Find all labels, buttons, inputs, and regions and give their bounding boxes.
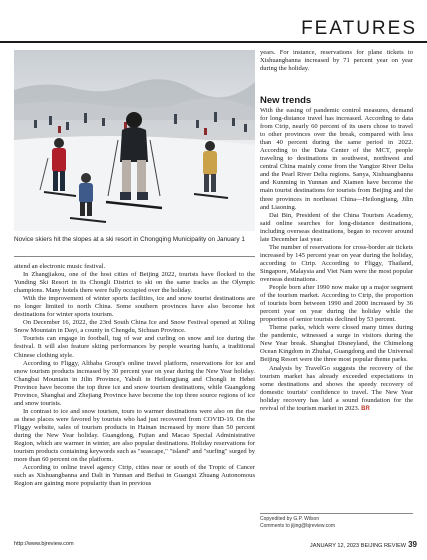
footer-issue xyxy=(310,540,417,549)
paragraph: years. For instance, reservations for plane tickets to Xishuangbanna increased by 71 percent year on year during the holiday. xyxy=(260,49,413,73)
paragraph: The number of reservations for cross-border air tickets increased by 145 percent year on year during the holiday, according to Ctrip. According to Fliggy, Thailand, Singapore, Malaysia and Viet Nam were the most popular overseas destinations. xyxy=(260,243,413,283)
right-column xyxy=(260,107,413,413)
article-photo xyxy=(14,50,255,231)
paragraph: Tourists can engage in football, tug of war and curling on snow and ice during the festival. It will also feature skiing performances by people wearing hanfu, a traditional Chinese clothing style. xyxy=(14,335,255,359)
left-column xyxy=(14,263,255,488)
section-title: FEATURES xyxy=(301,18,417,39)
subheading: New trends xyxy=(260,95,312,106)
page-number: 39 xyxy=(408,540,417,549)
paragraph: With the improvement of winter sports facilities, ice and snow tourist destinations are no longer limited to north China. Some southern provinces have also become hot destinations for winter sports tourism. xyxy=(14,295,255,319)
paragraph: attend an electronic music festival. xyxy=(14,263,106,270)
credit-divider xyxy=(260,513,413,514)
paragraph: With the easing of pandemic control measures, demand for long-distance travel has increased. According to data from Ctrip, nearly 60 percent of its users chose to travel to other provinces over the break, compared with less than 40 percent during the same period in 2022. According to the Data Center of the MCT, people traveling to destinations in southwest, northwest and central China mainly come from the Yangtze River Delta and the Pearl River Delta regions. Sanya, Xishuangbanna and Kunming in Yunnan and Xiamen have become the main tourist destinations for tourists from Beijing and the three provinces in northeast China—Heilongjiang, Jilin and Liaoning. xyxy=(260,107,413,211)
credit-block xyxy=(260,516,413,529)
caption-divider xyxy=(14,256,255,257)
right-column-top xyxy=(260,49,413,73)
end-mark: BR xyxy=(361,405,370,412)
paragraph: Theme parks, which were closed many times during the pandemic, witnessed a surge in visitors during the New Year break. Shanghai Disneyland, the Chimelong Ocean Kingdom in Zhuhai, Guangdong and the Universal Beijing Resort were the three most popular theme parks. xyxy=(260,324,413,364)
paragraph: People born after 1990 now make up a major segment of the tourism market. According to Ctrip, the proportion of tourists born between 1990 and 2000 increased by 36 percent year on year during the holiday while the proportion of senior tourists declined by 53 percent. xyxy=(260,284,413,324)
comments-contact: Comments to jijing@bjreview.com xyxy=(260,522,336,529)
paragraph: According to Fliggy, Alibaba Group's online travel platform, reservations for ice and snow tourism products increased by 30 percent year on year during the New Year holiday. Changbai Mountain in Jilin Province, Yabuli in Heilongjiang and Chongli in Hebei Province have become the top three ice and snow tourism destinations, while Guangdong Province, Shanghai and Zhejiang Province have become the top three source regions of ice and snow tourists. xyxy=(14,359,255,407)
footer-issue-text: JANUARY 12, 2023 BEIJING REVIEW xyxy=(309,543,407,549)
paragraph: In contrast to ice and snow tourism, tours to warmer destinations were also on the rise as these places were favored by tourists who had just recovered from COVID-19. On the Fliggy website, sales of tourism products in Hainan increased by more than 50 percent during the New Year holiday. Guangdong, Fujian and Macao Special Administrative Region, which are warmer in winter, are also popular destinations. Holiday reservations for tourism products containing keywords such as "seascape," "island" and "surfing" surged by more than 60 percent on the platform. xyxy=(14,407,255,464)
photo-caption: Novice skiers hit the slopes at a ski resort in Chongqing Municipality on January 1 xyxy=(14,236,245,243)
paragraph: In Zhangjiakou, one of the host cities of Beijing 2022, tourists have flocked to the Yunding Ski Resort in its Chongli District to ski on the same tracks as the Olympic champions. Many hotels there were fully occupied over the holiday. xyxy=(14,271,255,295)
paragraph: Dai Bin, President of the China Tourism Academy, said online searches for long-distance destinations, including overseas destinations, began to recover around late December last year. xyxy=(260,211,413,243)
paragraph: On December 16, 2022, the 23rd South China Ice and Snow Festival opened at Xiling Snow Mountain in Dayi, a county in Chengdu, Sichuan Province. xyxy=(14,319,255,335)
section-header xyxy=(0,0,427,44)
paragraph: According to online travel agency Ctrip, cities near or south of the Tropic of Cancer such as Xishuangbanna and Dali in Yunnan and Beihai in Guangxi Zhuang Autonomous Region are gaining more popularity than in previous xyxy=(14,464,255,488)
last-paragraph xyxy=(260,365,413,413)
paragraph-text: Analysis by TravelGo suggests the recovery of the tourism market has already exceeded expectations in some destinations and shows the speedy recovery of domestic tourists' confidence to travel. The New Year holiday recovery has laid a sound foundation for the revival of the tourism market in 2023. xyxy=(260,364,413,412)
section-rule xyxy=(0,41,427,43)
footer-url[interactable]: http://www.bjreview.com xyxy=(14,541,74,547)
copyedit-credit: Copyedited by G.P. Wilson xyxy=(260,516,320,522)
